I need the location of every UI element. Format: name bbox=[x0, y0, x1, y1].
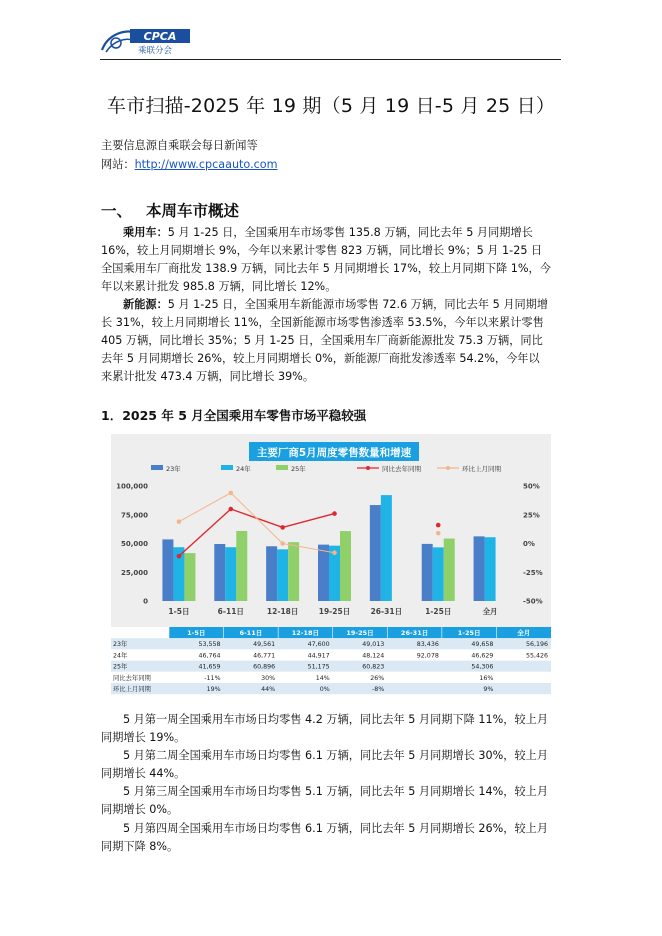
table-row-label: 23年 bbox=[113, 641, 128, 649]
week-paragraph bbox=[101, 747, 563, 783]
section-heading-1 bbox=[101, 199, 239, 221]
para-line: 来累计批发 473.4 万辆，同比增长 39%。 bbox=[101, 370, 315, 384]
point-环比上月同期 bbox=[177, 519, 182, 524]
y2-tick-label: 0% bbox=[523, 540, 535, 548]
legend-marker bbox=[366, 466, 370, 470]
logo-en-text: CPCA bbox=[143, 30, 177, 43]
table-cell: 16% bbox=[479, 674, 494, 682]
week-paragraph bbox=[101, 820, 563, 856]
bar-24年 bbox=[277, 549, 288, 601]
bar-25年 bbox=[236, 531, 247, 601]
bar-25年 bbox=[340, 531, 351, 601]
weekly-notes bbox=[101, 711, 563, 856]
logo-cn-text: 乘联分会 bbox=[138, 46, 173, 56]
table-header-cell: 1-5日 bbox=[187, 629, 206, 638]
table-cell: 0% bbox=[319, 686, 330, 693]
bar-24年 bbox=[381, 495, 392, 601]
para-line: 全国乘用车厂商批发 138.9 万辆，同比去年 5 月同期增长 17%，较上月同期下降 1%，今 bbox=[101, 262, 551, 276]
legend-marker bbox=[446, 466, 450, 470]
x-tick-label: 1-5日 bbox=[168, 607, 190, 616]
point-环比上月同期 bbox=[228, 491, 233, 496]
table-cell: 51,175 bbox=[307, 663, 330, 671]
x-tick-label: 19-25日 bbox=[318, 607, 351, 616]
table-cell: 44% bbox=[261, 686, 276, 693]
para-line: 去年 5 月同期增长 26%，较上月同期增长 0%，新能源厂商批发渗透率 54.2%，今年以 bbox=[101, 352, 540, 366]
week-paragraph bbox=[101, 711, 563, 747]
bar-23年 bbox=[214, 544, 225, 601]
para-line: 年以来累计批发 985.8 万辆，同比增长 12%。 bbox=[101, 280, 337, 294]
y-tick-label: 0 bbox=[143, 597, 148, 606]
table-cell: -11% bbox=[204, 674, 221, 682]
section-title: 本周车市概述 bbox=[146, 202, 240, 220]
table-cell: 14% bbox=[315, 674, 330, 682]
week-line: 同期增长 44%。 bbox=[101, 767, 186, 781]
bar-23年 bbox=[370, 505, 381, 601]
table-cell: 53,558 bbox=[198, 641, 221, 649]
x-tick-label: 6-11日 bbox=[217, 607, 244, 616]
page-title: 车市扫描-2025 年 19 期（5 月 19 日-5 月 25 日） bbox=[106, 95, 556, 117]
para-line: 5 月 1-25 日，全国乘用车新能源市场零售 72.6 万辆，同比去年 5 月同期增 bbox=[167, 298, 549, 311]
table-cell: 60,823 bbox=[362, 663, 385, 671]
header-rule bbox=[100, 59, 561, 60]
table-cell: 49,658 bbox=[471, 641, 494, 649]
y-tick-label: 50,000 bbox=[120, 540, 148, 548]
table-header-cell: 全月 bbox=[517, 629, 531, 638]
bar-25年 bbox=[184, 553, 195, 601]
table-cell: 83,436 bbox=[416, 641, 439, 649]
passenger-car-paragraph bbox=[101, 224, 563, 296]
table-cell: 44,917 bbox=[307, 652, 330, 660]
table-cell: 9% bbox=[483, 686, 494, 693]
bar-23年 bbox=[162, 539, 173, 601]
section-number: 一、 bbox=[101, 202, 133, 220]
y2-tick-label: -25% bbox=[523, 568, 543, 577]
bar-24年 bbox=[225, 547, 236, 601]
website-line bbox=[101, 156, 278, 172]
table-cell: 19% bbox=[206, 686, 221, 693]
week-line: 同期增长 0%。 bbox=[101, 803, 179, 817]
point-同比去年同期 bbox=[228, 507, 233, 512]
y2-tick-label: 50% bbox=[523, 482, 540, 491]
table-cell: 47,600 bbox=[307, 641, 330, 649]
table-row-label: 25年 bbox=[113, 663, 128, 671]
y2-tick-label: -50% bbox=[523, 597, 543, 606]
table-cell: 26% bbox=[370, 674, 385, 682]
para-lead: 乘用车： bbox=[123, 226, 168, 239]
point-环比上月同期 bbox=[332, 550, 337, 555]
week-line: 同期下降 8%。 bbox=[101, 839, 179, 853]
legend-swatch bbox=[151, 465, 163, 470]
y2-tick-label: 25% bbox=[523, 511, 540, 520]
legend-label: 23年 bbox=[166, 465, 181, 473]
y-tick-label: 100,000 bbox=[116, 482, 148, 491]
x-tick-label: 12-18日 bbox=[266, 607, 299, 616]
legend-label: 同比去年同期 bbox=[382, 465, 421, 473]
para-line: 16%，较上月同期增长 9%，今年以来累计零售 823 万辆，同比增长 9%；5 月 1-25 日 bbox=[101, 244, 543, 258]
section-heading-2: 1．2025 年 5 月全国乘用车零售市场平稳较强 bbox=[101, 408, 367, 423]
table-cell: 49,561 bbox=[253, 641, 276, 649]
table-cell: 55,426 bbox=[525, 652, 548, 660]
bar-23年 bbox=[474, 536, 485, 601]
y-tick-label: 25,000 bbox=[120, 568, 148, 577]
table-cell: 30% bbox=[261, 674, 276, 682]
table-cell: 49,013 bbox=[362, 641, 385, 649]
website-link[interactable]: http://www.cpcaauto.com bbox=[134, 158, 278, 171]
point-同比去年同期 bbox=[280, 525, 285, 530]
table-header-cell: 6-11日 bbox=[239, 629, 263, 638]
point-环比上月同期 bbox=[436, 531, 441, 536]
week-line: 5 月第一周全国乘用车市场日均零售 4.2 万辆，同比去年 5 月同期下降 11%，较上月 bbox=[123, 713, 549, 726]
table-cell: 46,771 bbox=[253, 652, 276, 660]
table-header-cell: 19-25日 bbox=[346, 629, 374, 638]
table-cell: 60,896 bbox=[253, 663, 276, 671]
bar-25年 bbox=[288, 542, 299, 601]
week-line: 5 月第二周全国乘用车市场日均零售 6.1 万辆，同比去年 5 月同期增长 30%，较上月 bbox=[123, 749, 549, 763]
table-cell: 48,124 bbox=[362, 652, 385, 660]
week-line: 5 月第三周全国乘用车市场日均零售 5.1 万辆，同比去年 5 月同期增长 14%，较上月 bbox=[123, 785, 549, 799]
table-cell: 56,196 bbox=[525, 641, 548, 649]
legend-label: 25年 bbox=[291, 465, 306, 473]
point-同比去年同期 bbox=[436, 523, 441, 528]
week-line: 5 月第四周全国乘用车市场日均零售 6.1 万辆，同比去年 5 月同期增长 26%，较上月 bbox=[123, 821, 549, 835]
point-环比上月同期 bbox=[280, 541, 285, 546]
point-同比去年同期 bbox=[177, 554, 182, 559]
bar-24年 bbox=[433, 547, 444, 601]
bar-25年 bbox=[444, 539, 455, 601]
bar-23年 bbox=[266, 546, 277, 601]
para-line: 405 万辆，同比增长 35%；5 月 1-25 日，全国乘用车厂商新能源批发 75.3 万辆，同比 bbox=[101, 334, 543, 348]
bar-24年 bbox=[485, 537, 496, 601]
source-line: 主要信息源自乘联会每日新闻等 bbox=[101, 139, 258, 152]
table-cell: 46,629 bbox=[471, 652, 494, 660]
y-tick-label: 75,000 bbox=[120, 511, 148, 520]
x-tick-label: 26-31日 bbox=[370, 607, 403, 616]
weekly-retail-chart bbox=[111, 434, 551, 702]
x-tick-label: 全月 bbox=[482, 607, 498, 616]
para-line: 长 31%，较上月同期增长 11%，全国新能源市场零售渗透率 53.5%，今年以来累计零售 bbox=[101, 316, 544, 330]
chart-title: 主要厂商5月周度零售数量和增速 bbox=[256, 447, 412, 459]
week-paragraph bbox=[101, 783, 563, 819]
table-row-label: 环比上月同期 bbox=[113, 686, 151, 693]
table-row-label: 同比去年同期 bbox=[113, 674, 151, 682]
table-row-label: 24年 bbox=[113, 652, 128, 660]
table-cell: 92,078 bbox=[416, 652, 439, 660]
x-tick-label: 1-25日 bbox=[425, 607, 452, 616]
table-cell: 54,306 bbox=[471, 663, 494, 671]
legend-swatch bbox=[276, 465, 288, 470]
point-同比去年同期 bbox=[332, 511, 337, 516]
legend-label: 环比上月同期 bbox=[462, 465, 501, 473]
cpca-logo bbox=[100, 26, 200, 56]
week-line: 同期增长 19%。 bbox=[101, 731, 186, 745]
table-cell: 46,764 bbox=[198, 652, 221, 660]
legend-label: 24年 bbox=[236, 465, 251, 473]
table-header-cell: 12-18日 bbox=[291, 629, 320, 638]
bar-23年 bbox=[422, 544, 433, 601]
table-header-cell: 26-31日 bbox=[400, 629, 429, 638]
table-cell: 41,659 bbox=[198, 663, 221, 671]
table-header-cell: 1-25日 bbox=[457, 629, 481, 638]
website-label: 网站： bbox=[101, 158, 135, 171]
bar-23年 bbox=[318, 545, 329, 601]
nev-paragraph bbox=[101, 296, 563, 386]
para-lead: 新能源： bbox=[123, 298, 168, 311]
table-cell: -8% bbox=[372, 686, 385, 693]
para-line: 5 月 1-25 日，全国乘用车市场零售 135.8 万辆，同比去年 5 月同期增长 bbox=[167, 226, 533, 239]
legend-swatch bbox=[221, 465, 233, 470]
